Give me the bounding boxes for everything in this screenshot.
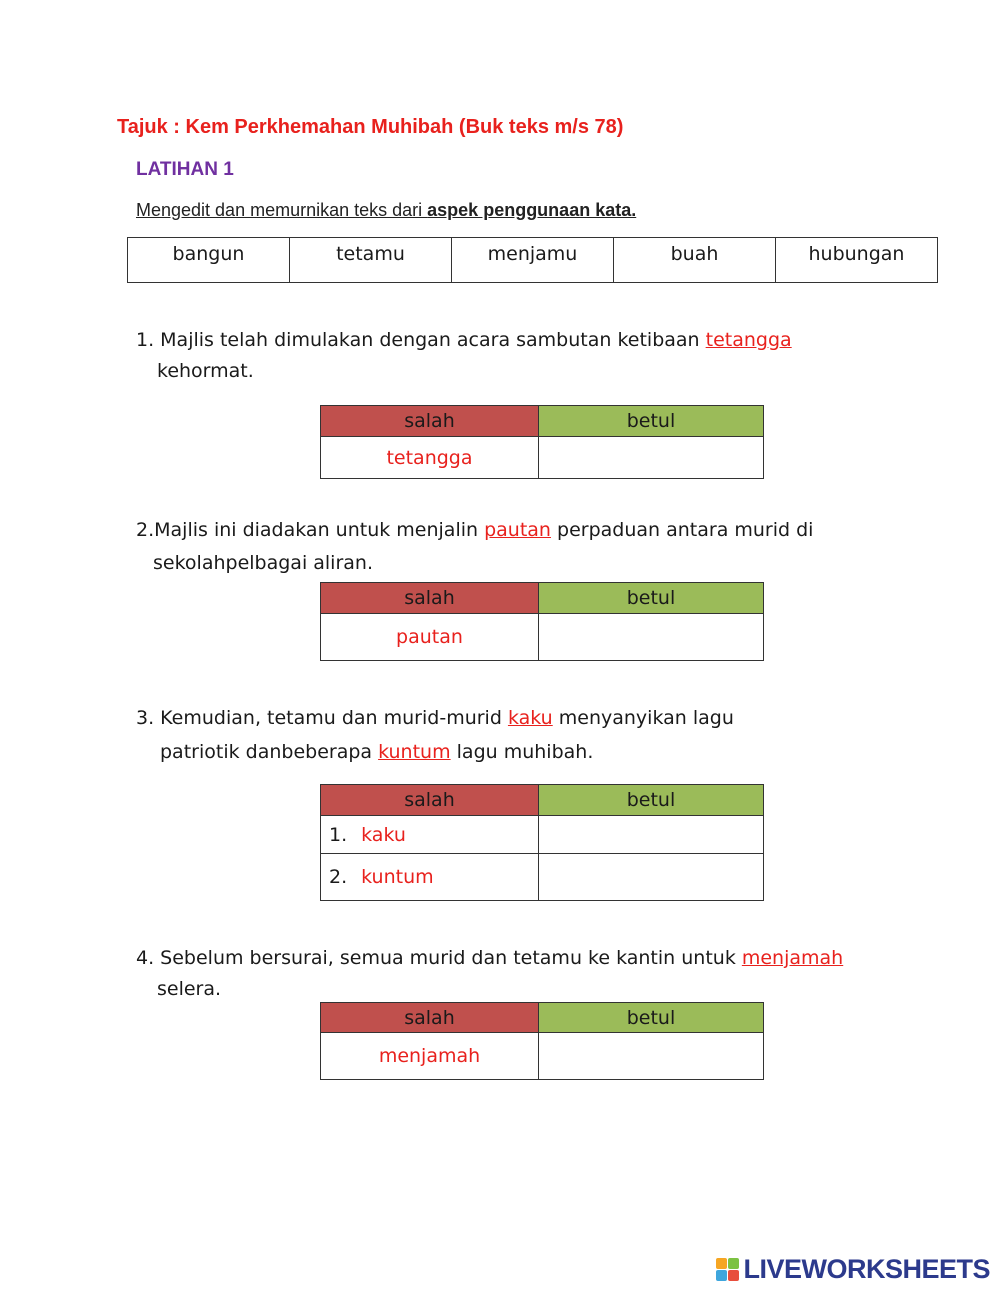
betul-header: betul <box>539 583 764 614</box>
question-text: lagu muhibah. <box>450 741 594 763</box>
question-text: perpaduan antara murid di <box>550 519 814 541</box>
word-bank <box>127 237 938 283</box>
logo-square <box>728 1258 739 1269</box>
question-text: 2.Majlis ini diadakan untuk menjalin <box>136 519 485 541</box>
salah-header: salah <box>321 406 539 437</box>
salah-header: salah <box>321 583 539 614</box>
answer-input-cell[interactable] <box>539 1033 764 1080</box>
question-1 <box>136 325 792 387</box>
question-text: 4. Sebelum bersurai, semua murid dan tetamu ke kantin untuk <box>136 947 742 969</box>
word-bank-item[interactable]: hubungan <box>776 238 938 283</box>
logo-square <box>716 1258 727 1269</box>
error-word: kaku <box>507 707 553 729</box>
answer-table-2 <box>320 582 764 661</box>
word-bank-item[interactable]: tetamu <box>290 238 452 283</box>
liveworksheets-logo <box>716 1254 990 1285</box>
wrong-word-row <box>321 854 539 901</box>
wrong-word: kuntum <box>361 866 434 888</box>
question-text: menyanyikan lagu <box>552 707 734 729</box>
answer-table-3 <box>320 784 764 901</box>
question-text: 1. Majlis telah dimulakan dengan acara sambutan ketibaan <box>136 329 706 351</box>
error-word: menjamah <box>741 947 844 969</box>
question-text: 3. Kemudian, tetamu dan murid-murid <box>136 707 508 729</box>
betul-header: betul <box>539 1003 764 1033</box>
row-number: 2. <box>329 866 348 888</box>
exercise-label: LATIHAN 1 <box>136 159 234 180</box>
logo-square <box>716 1270 727 1281</box>
word-bank-item[interactable]: menjamu <box>452 238 614 283</box>
wrong-word: menjamah <box>321 1033 539 1080</box>
question-text-line2: kehormat. <box>157 360 254 382</box>
wrong-word: kaku <box>361 823 406 846</box>
salah-header: salah <box>321 785 539 816</box>
logo-text: LIVEWORKSHEETS <box>743 1254 990 1284</box>
logo-square <box>728 1270 739 1281</box>
wrong-word: pautan <box>321 614 539 661</box>
row-number: 1. <box>329 823 348 846</box>
error-word: kuntum <box>378 741 451 763</box>
question-4 <box>136 943 843 1005</box>
question-3 <box>136 703 734 768</box>
error-word: pautan <box>484 519 551 541</box>
logo-icon <box>716 1258 739 1281</box>
instruction-bold: aspek penggunaan kata. <box>427 200 637 220</box>
question-text-line2: sekolahpelbagai aliran. <box>153 552 373 574</box>
instruction <box>136 200 636 221</box>
question-2 <box>136 515 813 579</box>
word-bank-item[interactable]: buah <box>614 238 776 283</box>
page-title: Tajuk : Kem Perkhemahan Muhibah (Buk teks m/s 78) <box>117 116 624 138</box>
betul-header: betul <box>539 406 764 437</box>
betul-header: betul <box>539 785 764 816</box>
answer-input-cell[interactable] <box>539 614 764 661</box>
instruction-text: Mengedit dan memurnikan teks dari <box>136 200 428 220</box>
question-text-line2: patriotik danbeberapa <box>160 741 379 763</box>
wrong-word-row <box>321 816 539 854</box>
salah-header: salah <box>321 1003 539 1033</box>
answer-table-4 <box>320 1002 764 1080</box>
wrong-word: tetangga <box>321 437 539 479</box>
error-word: tetangga <box>705 329 792 351</box>
answer-input-cell[interactable] <box>539 816 764 854</box>
word-bank-item[interactable]: bangun <box>128 238 290 283</box>
answer-input-cell[interactable] <box>539 854 764 901</box>
answer-input-cell[interactable] <box>539 437 764 479</box>
answer-table-1 <box>320 405 764 479</box>
question-text-line2: selera. <box>157 978 222 1000</box>
